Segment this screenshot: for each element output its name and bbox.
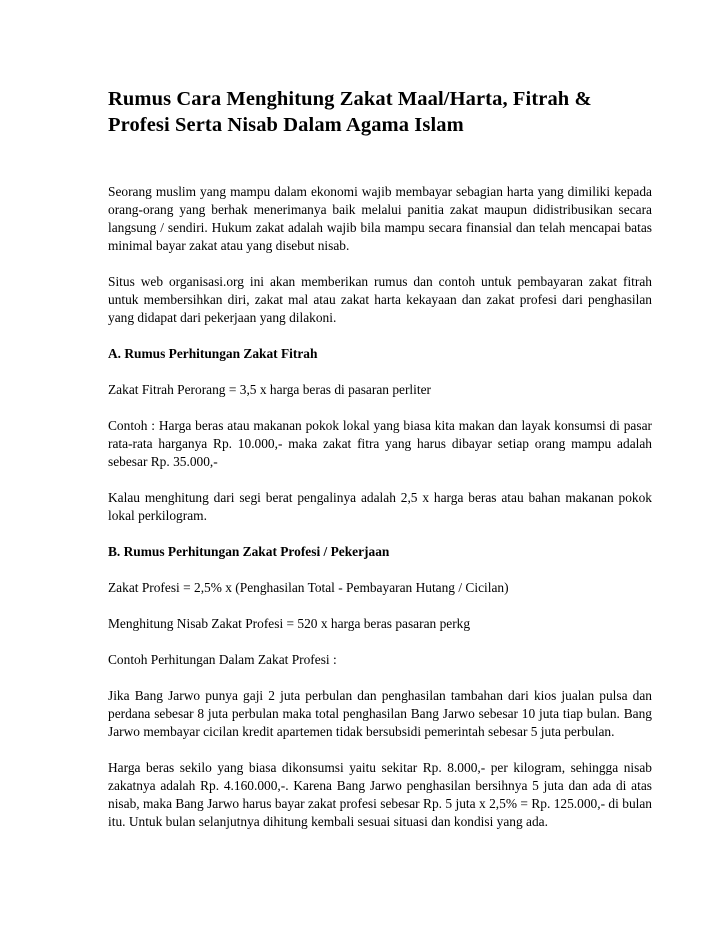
zakat-profesi-example-heading: Contoh Perhitungan Dalam Zakat Profesi : (108, 652, 337, 667)
intro-paragraph-2: Situs web organisasi.org ini akan memberikan rumus dan contoh untuk pembayaran zakat fitrah untuk membersihkan diri, zakat mal atau zakat harta kekayaan dan zakat profesi dari penghasilan yang didapat dari pekerjaan yang dilakoni. (108, 274, 652, 325)
zakat-profesi-formula: Zakat Profesi = 2,5% x (Penghasilan Total - Pembayaran Hutang / Cicilan) (108, 580, 509, 595)
zakat-profesi-nisab: Menghitung Nisab Zakat Profesi = 520 x harga beras pasaran perkg (108, 616, 471, 631)
zakat-profesi-example-2: Harga beras sekilo yang biasa dikonsumsi yaitu sekitar Rp. 8.000,- per kilogram, sehingga nisab zakatnya adalah Rp. 4.160.000,-. Karena Bang Jarwo penghasilan bersihnya 5 juta dan ada di atas nisab, maka Bang Jarwo harus bayar zakat profesi sebesar Rp. 5 juta x 2,5% = Rp. 125.000,- di bulan itu. Untuk bulan selanjutnya dihitung kembali sesuai situasi dan kondisi yang ada. (108, 760, 652, 829)
intro-paragraph-1: Seorang muslim yang mampu dalam ekonomi wajib membayar sebagian harta yang dimiliki kepada orang-orang yang berhak menerimanya baik melalui panitia zakat maupun didistribusikan secara langsung / sendiri. Hukum zakat adalah wajib bila mampu secara finansial dan telah mencapai batas minimal bayar zakat atau yang disebut nisab. (108, 184, 652, 253)
section-a-heading: A. Rumus Perhitungan Zakat Fitrah (108, 346, 318, 361)
page-title: Rumus Cara Menghitung Zakat Maal/Harta, Fitrah & Profesi Serta Nisab Dalam Agama Islam (108, 88, 592, 136)
zakat-profesi-example-1: Jika Bang Jarwo punya gaji 2 juta perbulan dan penghasilan tambahan dari kios jualan pulsa dan perdana sebesar 8 juta perbulan maka total penghasilan Bang Jarwo sebesar 10 juta tiap bulan. Bang Jarwo membayar cicilan kredit apartemen tidak bersubsidi pemerintah sebesar 5 juta perbulan. (108, 688, 652, 739)
zakat-fitrah-formula: Zakat Fitrah Perorang = 3,5 x harga beras di pasaran perliter (108, 382, 431, 397)
document-page (108, 86, 652, 849)
zakat-fitrah-note: Kalau menghitung dari segi berat pengalinya adalah 2,5 x harga beras atau bahan makanan pokok lokal perkilogram. (108, 490, 652, 523)
zakat-fitrah-example: Contoh : Harga beras atau makanan pokok lokal yang biasa kita makan dan layak konsumsi di pasar rata-rata harganya Rp. 10.000,- maka zakat fitra yang harus dibayar setiap orang mampu adalah sebesar Rp. 35.000,- (108, 418, 652, 469)
section-b-heading: B. Rumus Perhitungan Zakat Profesi / Pekerjaan (108, 544, 390, 559)
